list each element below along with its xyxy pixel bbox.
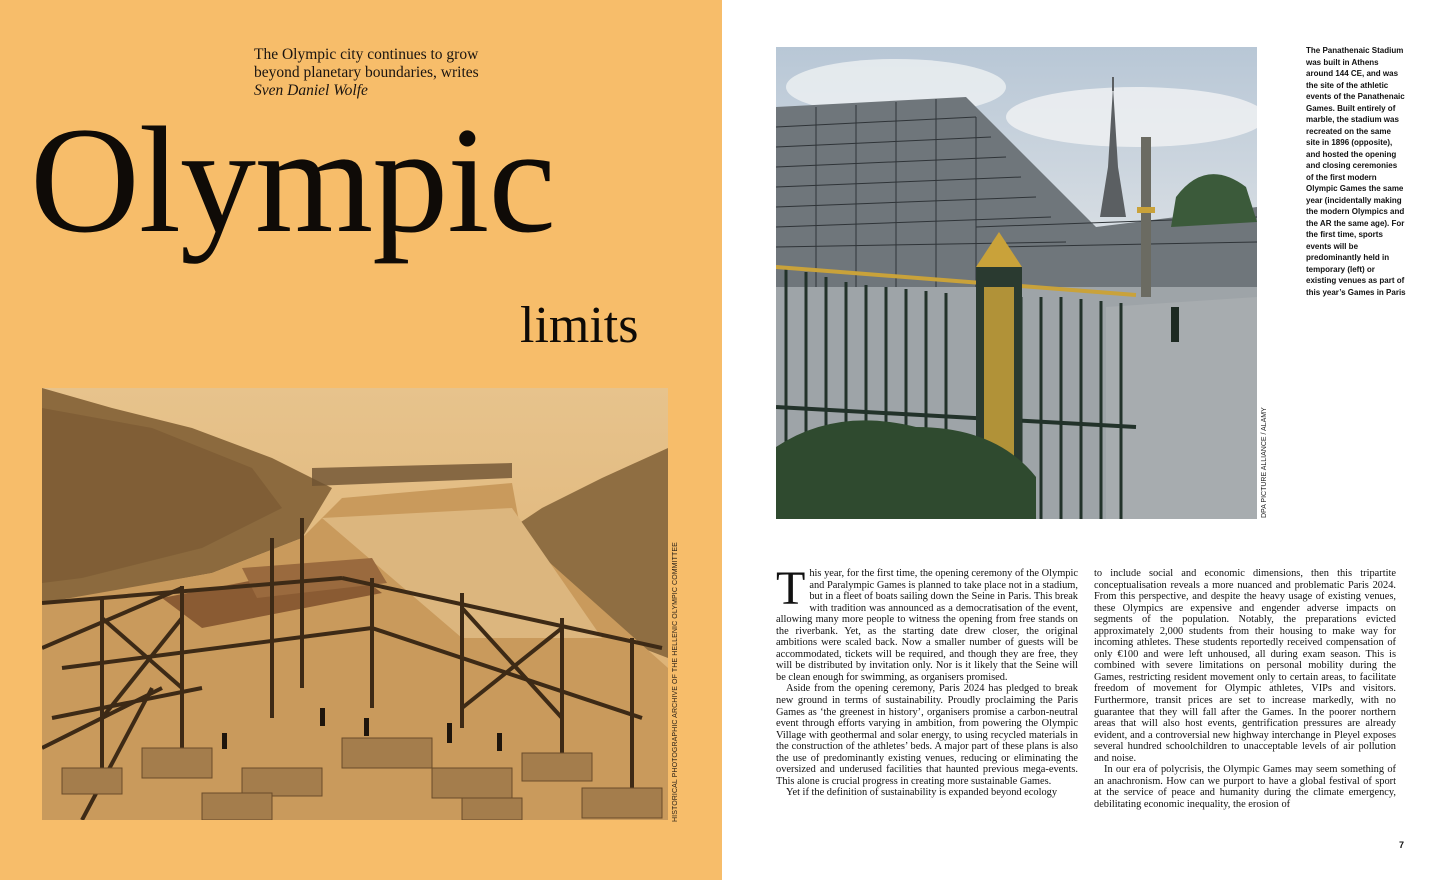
paragraph-text: his year, for the first time, the opening ceremony of the Olympic and Paralympic Games is planned to take place not in a stadium, but in a fleet of boats sailing down the Seine in Paris. This break with tradition was announced as a democratisation of the event, allowing many more people to witness the opening from free stands on the riverbank. Yet, as the starting date drew closer, the original ambitions were scaled back. Now a smaller number of guests will be accommodated, tickets will be required, and though they are free, they will be distributed by invitation only. Nor is it likely that the Seine will be clean enough for swimming, as organisers promised.	[776, 568, 1078, 683]
paragraph: Yet if the definition of sustainability is expanded beyond ecology	[786, 787, 1058, 799]
historic-stadium-photo	[42, 388, 668, 820]
paris-stands-photo	[776, 47, 1257, 519]
left-photo-credit: HISTORICAL PHOTOGRAPHIC ARCHIVE OF THE HELLENIC OLYMPIC COMMITTEE	[672, 542, 679, 822]
headline-main: Olympic	[30, 96, 555, 264]
drop-cap: T	[776, 562, 806, 615]
right-photo-credit: DPA PICTURE ALLIANCE / ALAMY	[1261, 407, 1268, 518]
standfirst-text: The Olympic city continues to grow beyond planetary boundaries, writes	[254, 46, 479, 81]
paragraph: Aside from the opening ceremony, Paris 2024 has pledged to break new ground in terms of sustainability. Proudly proclaiming the Paris Games as ‘the greenest in history’, organisers promise a carbon-neutral event through efforts varying in ambition, from powering the Olympic Village with geothermal and solar energy, to using recycled materials in the construction of the athletes’ beds. A major part of these plans is also the use of predominantly existing venues, reducing or eliminating the oversized and underused facilities that haunted previous mega-events. This alone is crucial progress in creating more sustainable Games.	[776, 683, 1078, 787]
headline-sub: limits	[520, 297, 639, 354]
standfirst	[254, 46, 494, 100]
paragraph: to include social and economic dimensions, then this tripartite conceptualisation reveals a more nuanced and problematic Paris 2024. From this perspective, and despite the heavy usage of existing venues, these Olympics are expensive and engender adverse impacts on segments of the population. Notably, the preparations evicted approximately 2,000 students from their housing to make way for incoming athletes. These students reportedly received compensation of only €100 and were left unhoused, all during exam season. This is combined with severe limitations on personal mobility during the Games, restricting resident movement only to certain areas, to facilitate freedom of movement for Olympic athletes, VIPs and visitors. Furthermore, transit prices are set to increase markedly, with no guarantee that they will fall after the Games. In the poorer northern areas that will also host events, gentrification pressures are already evident, and a controversial new highway interchange in Pleyel exposes several hundred schoolchildren to unacceptable levels of air pollution and noise.	[1094, 568, 1396, 764]
body-column-1	[776, 562, 1078, 799]
right-page	[722, 0, 1445, 880]
page-number: 7	[1399, 840, 1405, 850]
paragraph	[776, 562, 1078, 683]
paragraph: In our era of polycrisis, the Olympic Games may seem something of an anachronism. How can we purport to have a global festival of sport at the service of peace and humanity during the climate emergency, debilitating economic inequality, the erosion of	[1094, 764, 1396, 810]
body-column-2	[1094, 568, 1396, 810]
left-page	[0, 0, 722, 880]
standfirst-author: Sven Daniel Wolfe	[254, 82, 368, 99]
photo-caption: The Panathenaic Stadium was built in Athens around 144 CE, and was the site of the athletic events of the Panathenaic Games. Built entirely of marble, the stadium was recreated on the same site in 1896 (opposite), and hosted the opening and closing ceremonies of the first modern Olympic Games the same year (incidentally making the modern Olympics and the AR the same age). For the first time, sports events will be predominantly held in temporary (left) or existing venues as part of this year’s Games in Paris	[1306, 46, 1406, 297]
